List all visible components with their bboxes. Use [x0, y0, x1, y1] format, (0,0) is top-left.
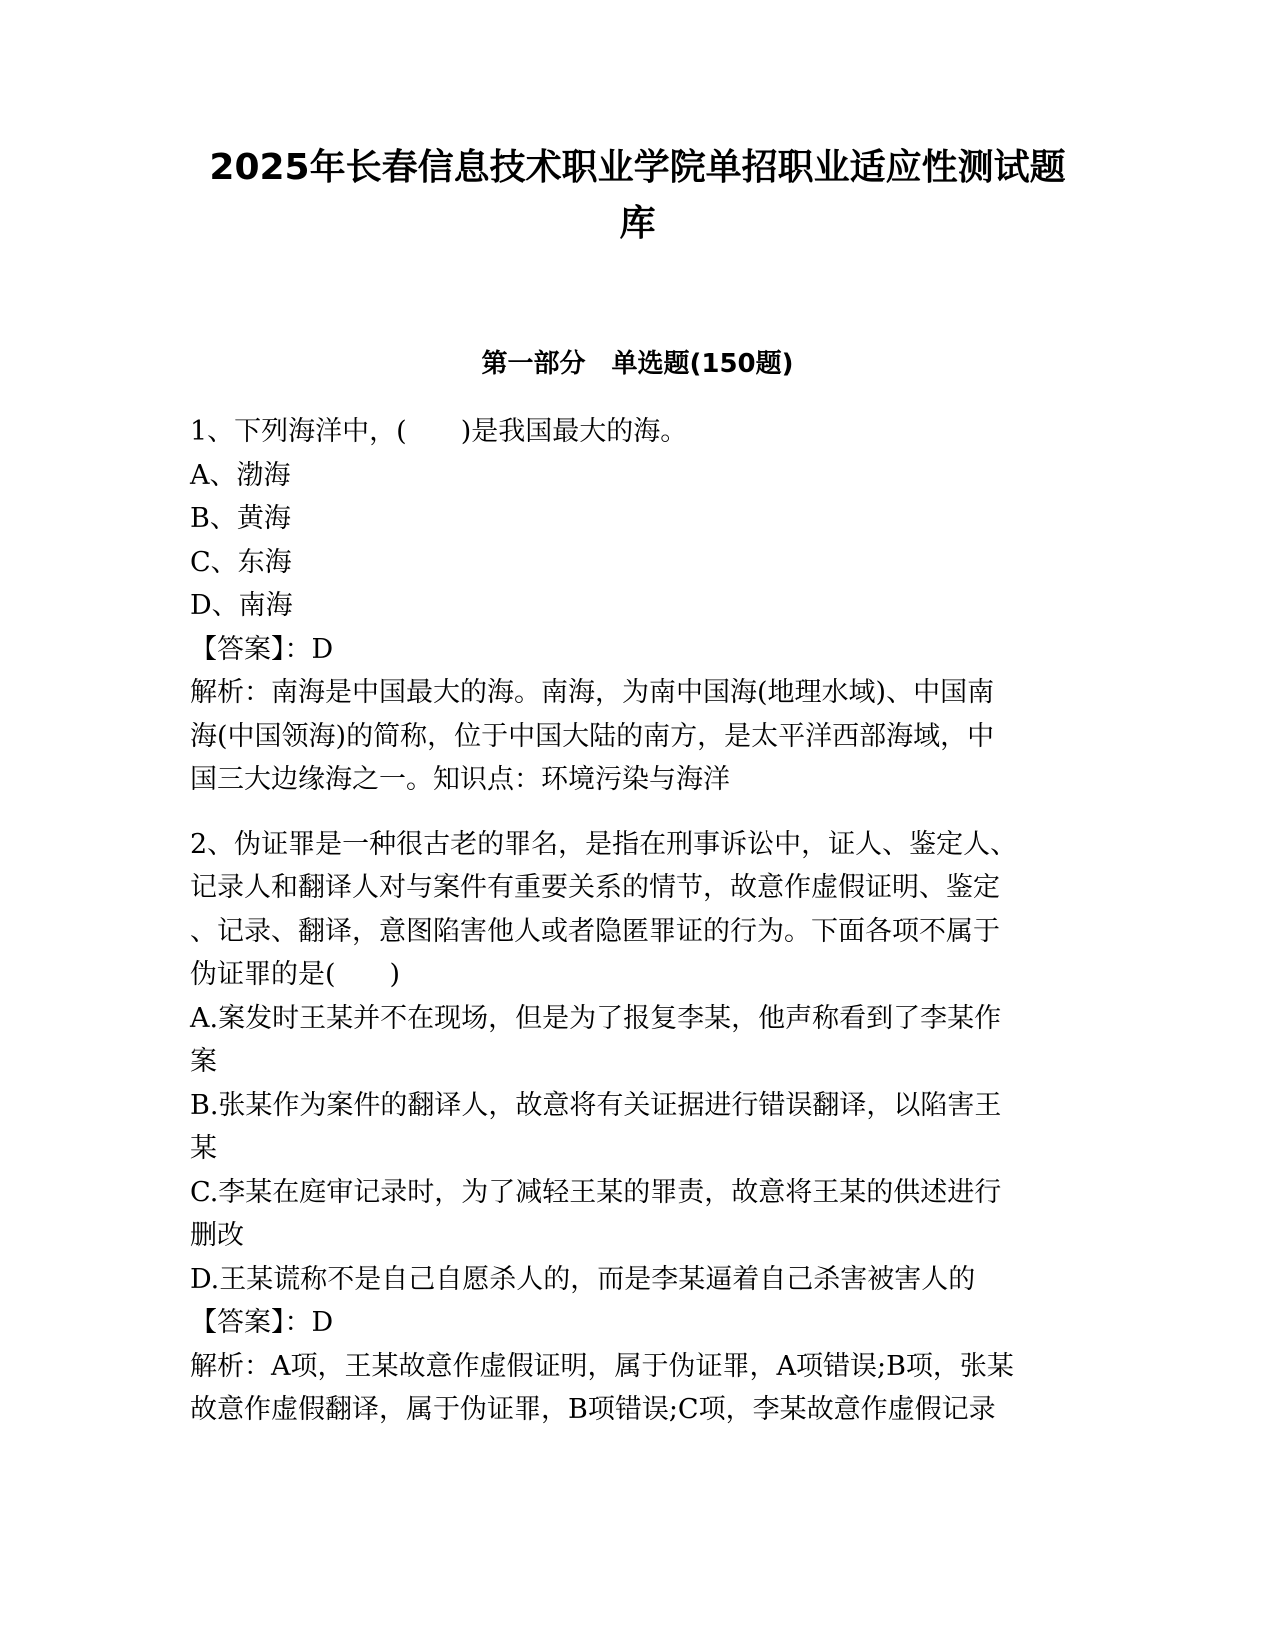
option-b: B、黄海: [190, 503, 291, 534]
explanation-line: 解析：A项，王某故意作虚假证明，属于伪证罪，A项错误;B项，张某: [190, 1350, 1014, 1382]
question-stem: 、记录、翻译，意图陷害他人或者隐匿罪证的行为。下面各项不属于: [190, 915, 1000, 947]
option-a: A.案发时王某并不在现场，但是为了报复李某，他声称看到了李某作: [190, 1002, 1002, 1034]
title-line-1: 2025年长春信息技术职业学院单招职业适应性测试题: [209, 147, 1066, 188]
answer: 【答案】：D: [190, 633, 334, 665]
explanation-line: 故意作虚假翻译，属于伪证罪，B项错误;C项，李某故意作虚假记录: [190, 1394, 996, 1425]
question-spacer: [190, 802, 1090, 823]
option-b: B.张某作为案件的翻译人，故意将有关证据进行错误翻译，以陷害王: [190, 1089, 1002, 1121]
title-line-2: 库: [619, 203, 656, 244]
option-b-continued: 某: [190, 1133, 217, 1164]
option-c: C、东海: [190, 546, 292, 578]
explanation-line: 解析：南海是中国最大的海。南海，为南中国海(地理水域)、中国南: [190, 677, 995, 708]
question-1: [190, 410, 1090, 802]
question-stem: 伪证罪的是( ): [190, 959, 401, 990]
option-c: C.李某在庭审记录时，为了减轻王某的罪责，故意将王某的供述进行: [190, 1176, 1002, 1208]
option-a: A、渤海: [190, 459, 291, 491]
question-2: [190, 823, 1090, 1432]
question-stem: 记录人和翻译人对与案件有重要关系的情节，故意作虚假证明、鉴定: [190, 872, 1000, 903]
question-stem: 1、下列海洋中，( )是我国最大的海。: [190, 416, 688, 447]
explanation-line: 海(中国领海)的简称，位于中国大陆的南方，是太平洋西部海域，中: [190, 720, 995, 752]
question-list: [190, 410, 1090, 1432]
answer: 【答案】：D: [190, 1307, 334, 1338]
document-title: [180, 140, 1095, 252]
option-a-continued: 案: [190, 1046, 217, 1077]
question-stem: 2、伪证罪是一种很古老的罪名，是指在刑事诉讼中，证人、鉴定人、: [190, 828, 1018, 860]
explanation-line: 国三大边缘海之一。知识点：环境污染与海洋: [190, 764, 730, 795]
section-heading: 第一部分 单选题(150题): [481, 349, 794, 379]
option-d: D.王某谎称不是自己自愿杀人的，而是李某逼着自己杀害被害人的: [190, 1263, 976, 1295]
option-c-continued: 删改: [190, 1220, 244, 1251]
option-d: D、南海: [190, 590, 293, 621]
